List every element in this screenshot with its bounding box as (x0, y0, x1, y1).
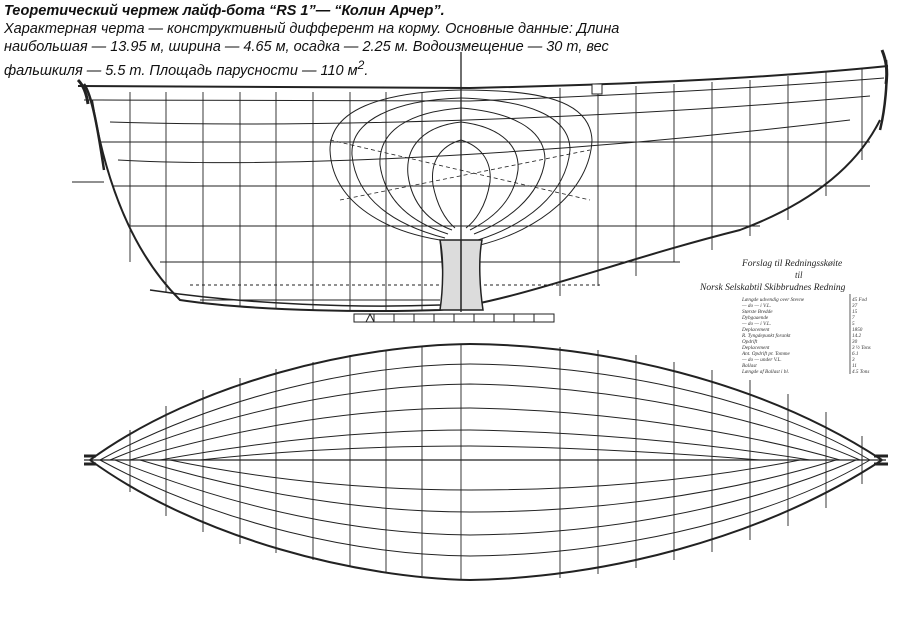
keel-line (150, 290, 440, 306)
plan-diagonal-2 (115, 460, 856, 535)
spec-row-value: 37 (852, 303, 858, 309)
plan-station-lines (130, 344, 862, 580)
spec-row-value: 5 (852, 321, 855, 327)
spec-row-label: R. Tyngdepunkt forankt (742, 333, 791, 339)
spec-rows (741, 296, 871, 375)
plan-waterline-5 (200, 446, 760, 460)
profile-view (72, 50, 888, 312)
spec-row-label: Deplacement (742, 327, 770, 333)
mast-mark (592, 84, 602, 94)
spec-row-label: Deplacement (742, 345, 770, 351)
plan-diagonal-4 (170, 460, 800, 490)
sheer-line (78, 66, 888, 88)
hull-bottom (92, 100, 880, 311)
spec-row-label: Ballast (742, 363, 757, 369)
plan-diagonal-1 (100, 460, 870, 556)
spec-row-value: 6.1 (852, 351, 859, 357)
spec-heading-3: Norsk Selskabtil Skibbrudnes Redning (700, 283, 846, 293)
spec-row-value: 3 (852, 357, 855, 363)
spec-row-value: 7 (852, 315, 855, 321)
spec-row-label: Største Bredde (742, 309, 773, 315)
plan-waterline-4 (160, 430, 810, 460)
spec-row-value: 3 ½ Tons (852, 345, 871, 351)
plan-diagonal-3 (140, 460, 836, 512)
spec-row-value: 1850 (852, 327, 863, 333)
body-plan-sections-right (461, 90, 592, 300)
plan-waterline-1 (100, 364, 870, 460)
spec-table (699, 259, 871, 375)
spec-row-label: Længde af Ballast i bl. (742, 369, 790, 375)
spec-row-value: 15 (852, 309, 858, 315)
spec-row-label: Dybgaaende (742, 315, 769, 321)
plan-waterline-3 (130, 408, 840, 460)
station-lines (130, 68, 862, 310)
plan-view (84, 344, 888, 580)
spec-heading-1: Forslag til Redningsskøite (742, 259, 843, 269)
spec-row-label: — do — under V.L. (742, 357, 782, 363)
plan-waterline-2 (110, 384, 860, 460)
spec-row-value: 14.2 (852, 333, 862, 339)
spec-row-label: — do — i V.L. (742, 303, 772, 309)
spec-row-label: Længde udvendig over Stevne (742, 297, 805, 303)
spec-heading-2: til (795, 270, 803, 280)
spec-row-value: 30 (852, 339, 858, 345)
sheer-line-inner (84, 78, 884, 101)
plan-outline-lower (90, 460, 882, 580)
caption-title: Теоретический чертеж лайф-бота “RS 1”— “Колин Арчер”. (4, 3, 445, 19)
spec-row-label: Ant. Opdrift pr. Tomme (742, 351, 790, 357)
spec-row-label: Opdrift (742, 339, 758, 345)
spec-row-value: 45 Fod (852, 297, 867, 303)
caption-superscript: 2 (357, 58, 365, 72)
scale-bar (354, 314, 554, 322)
spec-row-value: 4.5 Tons (852, 369, 870, 375)
spec-row-value: 11 (852, 363, 857, 369)
spec-row-label: — do — i V.L. (742, 321, 772, 327)
caption-description-text: Характерная черта — конструктивный дифферент на корму. Основные данные: Длина наибольшая — 13.95 м, ширина — 4.65 м, осадка — 2.25 м. Водоизмещение — 30 т, вес фальшкиля — 5.5 т. Площадь парусности — 110 м (4, 21, 620, 79)
stern-ornament (78, 80, 88, 104)
caption-end: . (364, 62, 369, 79)
